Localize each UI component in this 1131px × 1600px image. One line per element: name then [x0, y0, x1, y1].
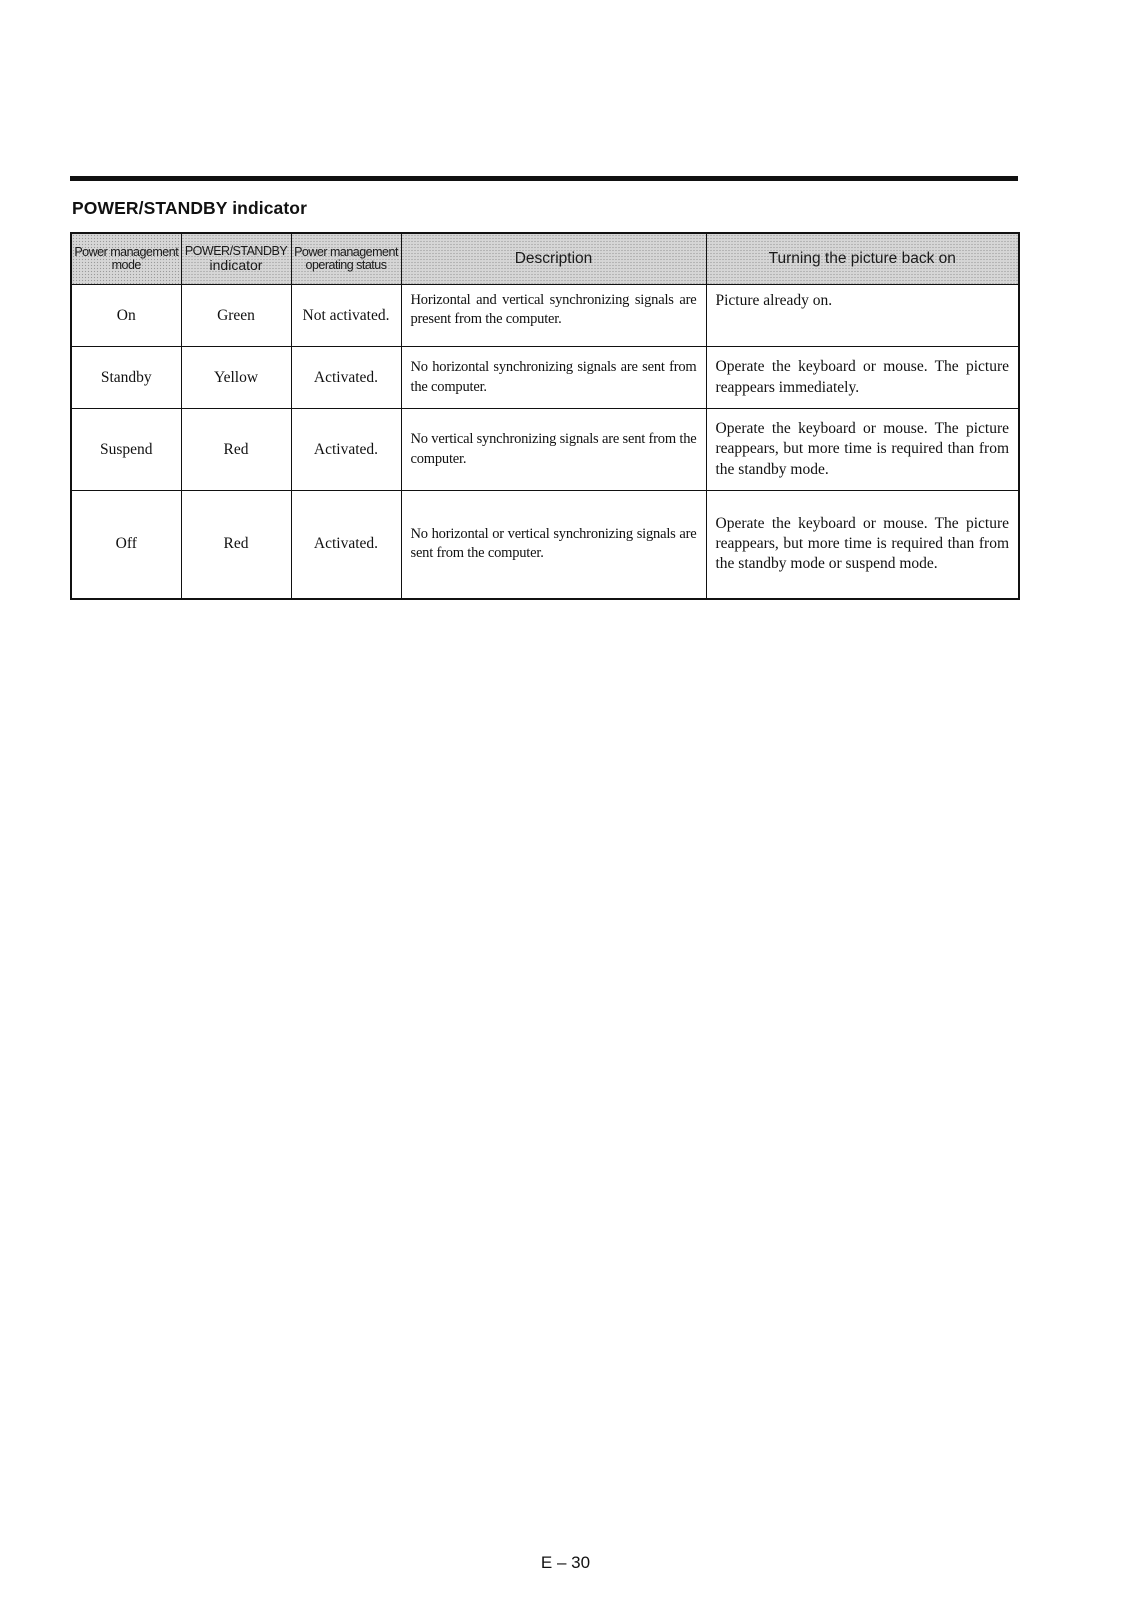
table-header-row [71, 233, 1019, 285]
cell-mode: Off [71, 491, 181, 599]
header-mode: Power management mode [71, 233, 181, 285]
cell-description: No vertical synchronizing signals are sent from the computer. [401, 409, 706, 491]
section-title: POWER/STANDBY indicator [72, 198, 308, 218]
cell-indicator: Yellow [181, 347, 291, 409]
page-number: E – 30 [540, 1553, 591, 1572]
table-row [71, 347, 1019, 409]
cell-indicator: Green [181, 285, 291, 347]
cell-status: Not activated. [291, 285, 401, 347]
table-row [71, 285, 1019, 347]
cell-restore: Operate the keyboard or mouse. The picture reappears, but more time is required than from the standby mode or suspend mode. [706, 491, 1019, 599]
cell-status: Activated. [291, 409, 401, 491]
header-indicator: POWER/STANDBY indicator [181, 233, 291, 285]
cell-status: Activated. [291, 491, 401, 599]
table-row [71, 491, 1019, 599]
cell-restore: Operate the keyboard or mouse. The picture reappears, but more time is required than from the standby mode. [706, 409, 1019, 491]
header-restore: Turning the picture back on [706, 233, 1019, 285]
cell-restore: Picture already on. [706, 285, 1019, 347]
cell-mode: Suspend [71, 409, 181, 491]
top-rule [70, 176, 1018, 181]
cell-description: Horizontal and vertical synchronizing signals are present from the computer. [401, 285, 706, 347]
power-management-table [70, 232, 1020, 600]
cell-description: No horizontal or vertical synchronizing signals are sent from the computer. [401, 491, 706, 599]
cell-description: No horizontal synchronizing signals are sent from the computer. [401, 347, 706, 409]
cell-restore: Operate the keyboard or mouse. The picture reappears immediately. [706, 347, 1019, 409]
cell-status: Activated. [291, 347, 401, 409]
cell-indicator: Red [181, 409, 291, 491]
table-row [71, 409, 1019, 491]
header-status: Power management operating status [291, 233, 401, 285]
header-description: Description [401, 233, 706, 285]
cell-mode: On [71, 285, 181, 347]
cell-indicator: Red [181, 491, 291, 599]
cell-mode: Standby [71, 347, 181, 409]
